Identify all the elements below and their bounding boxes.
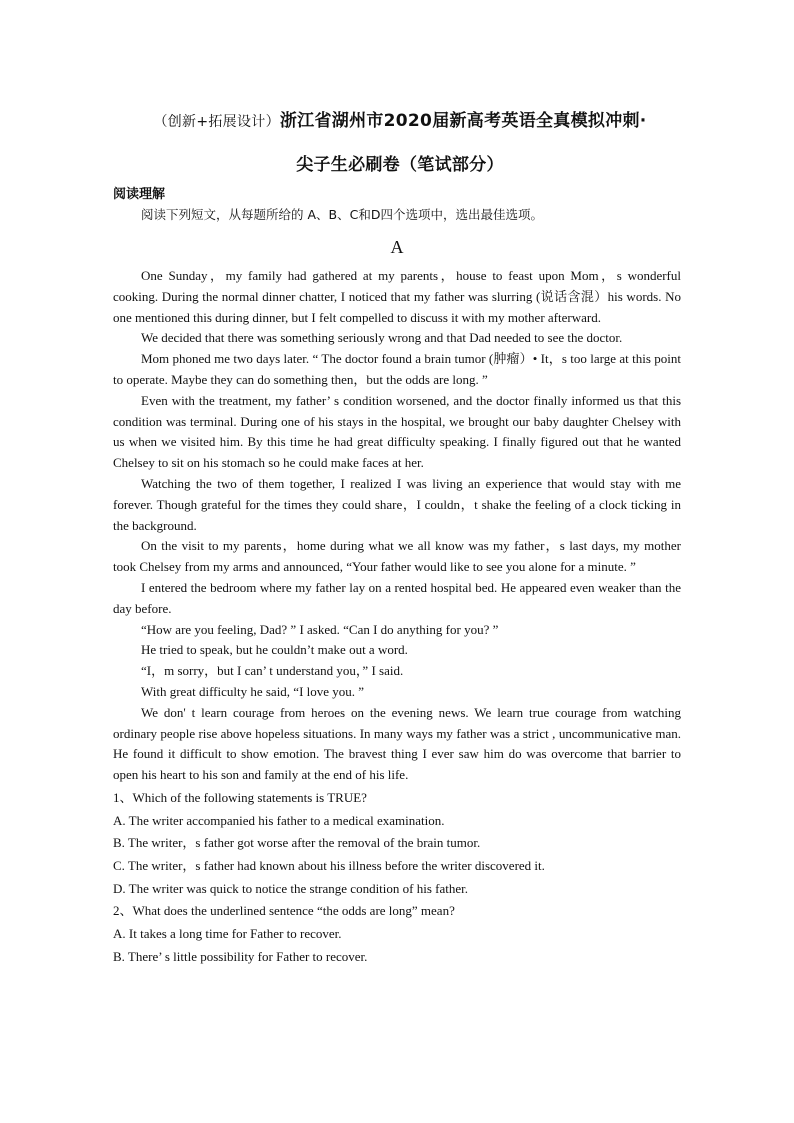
question-option: D. The writer was quick to notice the strange condition of his father. (113, 880, 468, 896)
paragraph: Mom phoned me two days later. “ The doctor found a brain tumor (肿瘤）• It，s too large at this point to operate. Maybe they can do something then，but the odds are long. ” (113, 351, 681, 387)
paragraph: “How are you feeling, Dad? ” I asked. “Can I do anything for you? ” (141, 621, 499, 637)
title-prefix: （创新+拓展设计） (153, 114, 280, 130)
instruction-text: 阅读下列短文，从每题所给的 A、B、C和D四个选项中，选出最佳选项。 (141, 207, 543, 222)
paragraph: Even with the treatment, my father’ s condition worsened, and the doctor finally informed us that this condition was terminal. During one of his stays in the hospital, we brought our baby daughter Chelsey with us when we visited him. By this time he had great difficulty speaking. I finally figured out that he wanted Chelsey to sit on his stomach so he could make faces at her. (113, 392, 681, 471)
title-line-1 (100, 106, 700, 131)
paragraph: He tried to speak, but he couldn’t make out a word. (141, 642, 408, 658)
paragraph: One Sunday，my family had gathered at my parents，house to feast upon Mom，s wonderful cooking. During the normal dinner chatter, I noticed that my father was slurring (说话含混）his words. No one mentioned this during dinner, but I felt compelled to discuss it with my mother afterward. (113, 268, 681, 325)
paragraph: We don' t learn courage from heroes on the evening news. We learn true courage from watching ordinary people rise above hopeless situations. In many ways my father was a strict , uncommunicative man. He found it difficult to show emotion. The bravest thing I ever saw him do was overcome that barrier to open his heart to his son and family at the end of his life. (113, 704, 681, 783)
paragraph: With great difficulty he said, “I love you. ” (141, 683, 365, 699)
paragraph: On the visit to my parents，home during what we all know was my father，s last days, my mother took Chelsey from my arms and announced, “Your father would like to see you alone for a minute. ” (113, 538, 681, 575)
paragraph: Watching the two of them together, I realized I was living an experience that would stay with me forever. Though grateful for the times they could share，I couldn，t shake the feeling of a clock ticking in the background. (113, 475, 681, 533)
paragraph: We decided that there was something seriously wrong and that Dad needed to see the doctor. (141, 330, 623, 346)
paragraph: “I，m sorry，but I can’ t understand you，” I said. (141, 663, 404, 679)
question-option: C. The writer，s father had known about his illness before the writer discovered it. (113, 858, 545, 874)
question-option: B. There’ s little possibility for Father to recover. (113, 948, 368, 964)
question-stem: 2、What does the underlined sentence “the odds are long” mean? (113, 903, 455, 919)
question-option: A. The writer accompanied his father to a medical examination. (113, 812, 445, 828)
title-main: 浙江省湖州市2020届新高考英语全真模拟冲刺· (279, 111, 647, 131)
title-line-2: 尖子生必刷卷（笔试部分） (296, 155, 504, 175)
paragraph: I entered the bedroom where my father lay on a rented hospital bed. He appeared even weaker than the day before. (113, 579, 681, 616)
question-stem: 1、Which of the following statements is TRUE? (113, 789, 367, 805)
passage-body (113, 266, 681, 969)
section-heading: 阅读理解 (113, 187, 166, 202)
question-option: A. It takes a long time for Father to recover. (113, 926, 342, 942)
passage-label: A (390, 237, 404, 257)
question-option: B. The writer，s father got worse after the removal of the brain tumor. (113, 835, 481, 851)
